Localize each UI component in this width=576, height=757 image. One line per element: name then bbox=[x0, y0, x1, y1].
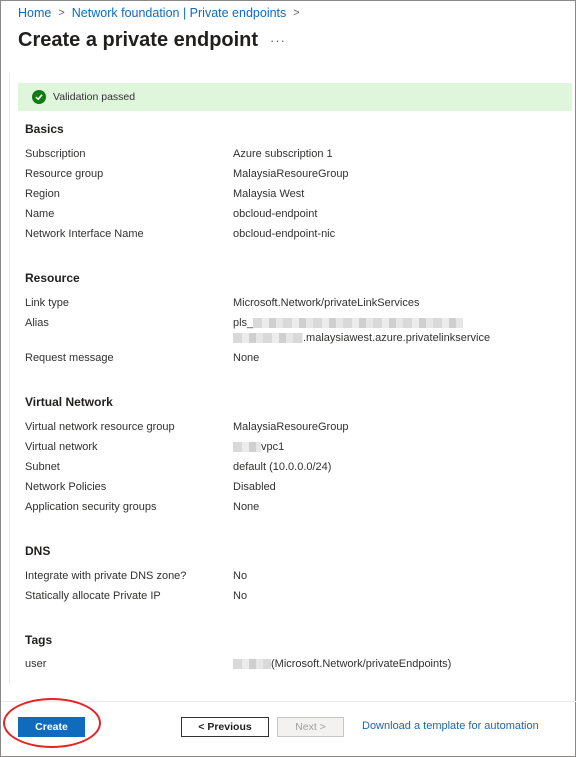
breadcrumb-private-endpoints[interactable]: Network foundation | Private endpoints bbox=[71, 6, 287, 20]
alias-suffix: .malaysiawest.azure.privatelinkservice bbox=[303, 332, 491, 344]
row-label: Network Policies bbox=[25, 481, 107, 493]
validation-banner bbox=[18, 83, 572, 111]
next-button[interactable]: Next > bbox=[277, 717, 344, 737]
row-label: Link type bbox=[25, 297, 70, 309]
redacted-block bbox=[253, 318, 463, 328]
create-button[interactable]: Create bbox=[18, 717, 85, 737]
row-value: obcloud-endpoint bbox=[233, 208, 318, 220]
row-alias bbox=[25, 317, 565, 349]
row-label: Alias bbox=[25, 317, 49, 329]
row-value: No bbox=[233, 590, 248, 602]
checkmark-icon bbox=[32, 90, 46, 104]
row-label: Subnet bbox=[25, 461, 60, 473]
row-value: Azure subscription 1 bbox=[233, 148, 333, 160]
row-label: Request message bbox=[25, 352, 114, 364]
section-title-resource: Resource bbox=[25, 271, 80, 285]
row-label: Network Interface Name bbox=[25, 228, 144, 240]
chevron-right-icon: > bbox=[293, 7, 300, 19]
row-value: MalaysiaResoureGroup bbox=[233, 168, 349, 180]
row-label: Application security groups bbox=[25, 501, 157, 513]
previous-button[interactable]: < Previous bbox=[181, 717, 269, 737]
section-title-basics: Basics bbox=[25, 122, 64, 136]
download-template-link[interactable]: Download a template for automation bbox=[362, 720, 539, 732]
row-value: obcloud-endpoint-nic bbox=[233, 228, 336, 240]
row-value: No bbox=[233, 570, 248, 582]
row-value: vpc1 bbox=[261, 441, 285, 453]
section-title-tags: Tags bbox=[25, 633, 53, 647]
content-divider bbox=[9, 73, 10, 685]
row-value: MalaysiaResoureGroup bbox=[233, 421, 349, 433]
row-value-line1 bbox=[233, 317, 463, 329]
row-value-container bbox=[233, 658, 451, 670]
row-value-container bbox=[233, 441, 284, 453]
breadcrumb bbox=[18, 6, 307, 20]
redacted-block bbox=[233, 442, 261, 452]
row-label: Virtual network bbox=[25, 441, 98, 453]
page-title: Create a private endpoint bbox=[18, 29, 259, 51]
row-label: Region bbox=[25, 188, 60, 200]
row-label: Integrate with private DNS zone? bbox=[25, 570, 187, 582]
row-value: None bbox=[233, 501, 260, 513]
row-value: (Microsoft.Network/privateEndpoints) bbox=[271, 658, 452, 670]
row-value: Disabled bbox=[233, 481, 276, 493]
row-label: Resource group bbox=[25, 168, 104, 180]
breadcrumb-home[interactable]: Home bbox=[18, 6, 52, 20]
row-value: None bbox=[233, 352, 260, 364]
more-options-icon[interactable]: ··· bbox=[270, 33, 286, 48]
validation-text: Validation passed bbox=[53, 91, 136, 103]
section-title-virtual-network: Virtual Network bbox=[25, 395, 113, 409]
row-value-line2 bbox=[233, 332, 490, 344]
footer-divider bbox=[1, 701, 576, 702]
alias-prefix: pls_ bbox=[233, 317, 254, 329]
row-label: Virtual network resource group bbox=[25, 421, 175, 433]
redacted-block bbox=[233, 333, 303, 343]
row-label: user bbox=[25, 658, 47, 670]
redacted-block bbox=[233, 659, 271, 669]
section-title-dns: DNS bbox=[25, 544, 51, 558]
row-value: Malaysia West bbox=[233, 188, 305, 200]
row-label: Name bbox=[25, 208, 55, 220]
row-value: Microsoft.Network/privateLinkServices bbox=[233, 297, 420, 309]
row-value: default (10.0.0.0/24) bbox=[233, 461, 332, 473]
chevron-right-icon: > bbox=[58, 7, 65, 19]
row-label: Statically allocate Private IP bbox=[25, 590, 161, 602]
row-label: Subscription bbox=[25, 148, 86, 160]
